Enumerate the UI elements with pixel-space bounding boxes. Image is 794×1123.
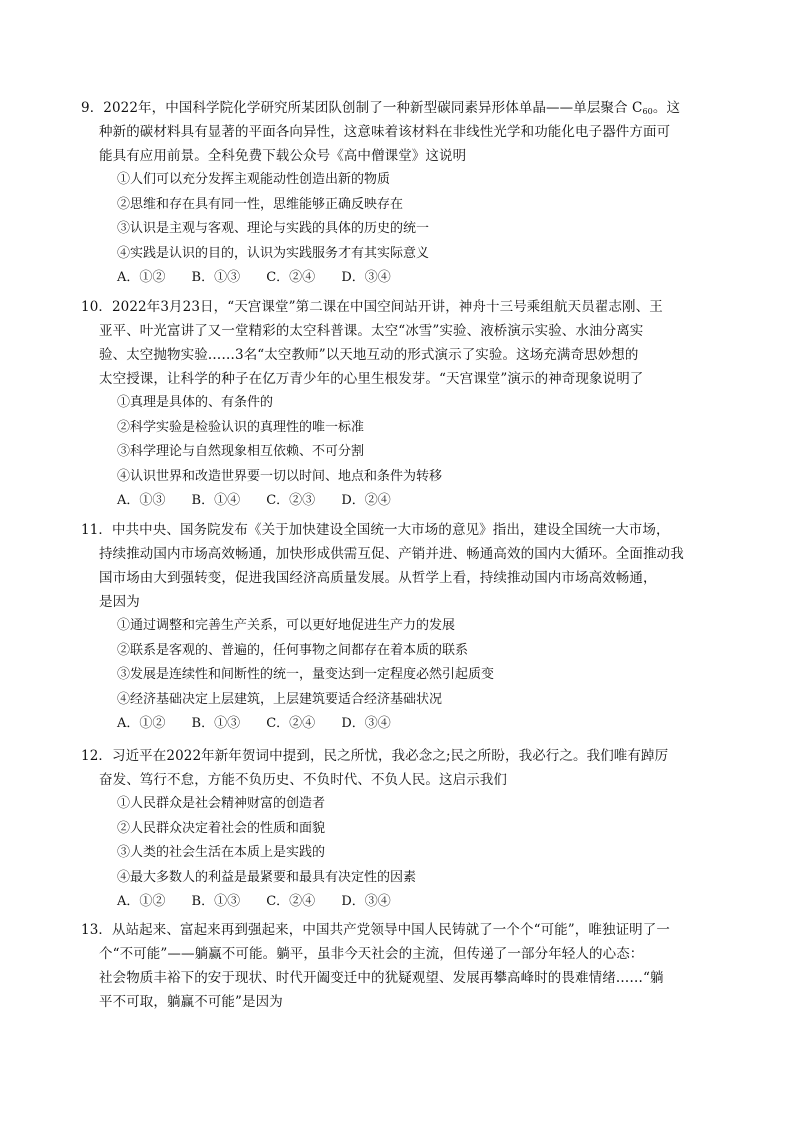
question-9	[82, 96, 722, 291]
statement-option: ③人类的社会生活在本质上是实践的	[117, 845, 326, 860]
question-stem-line: 平不可取，躺赢不可能”是因为	[99, 994, 283, 1010]
choice-a[interactable]: A．①②	[117, 716, 166, 731]
question-stem-line: 能具有应用前景。全科免费下载公众号《高中僧课堂》这说明	[99, 148, 467, 164]
choice-c[interactable]: C．②③	[266, 493, 316, 508]
choice-b[interactable]: B．①③	[191, 894, 241, 909]
statement-option: ①人民群众是社会精神财富的创造者	[117, 796, 326, 811]
question-stem-line: 社会物质丰裕下的安于现状、时代开阖变迁中的犹疑观望、发展再攀高峰时的畏难情绪……“躺	[99, 970, 664, 986]
question-text: 习近平在2022年新年贺词中提到，民之所忧，我必念之;民之所盼，我必行之。我们唯有踔厉	[111, 748, 669, 764]
question-11	[82, 518, 722, 737]
statement-option: ②人民群众决定着社会的性质和面貌	[117, 820, 326, 836]
question-number: 12．	[81, 748, 112, 764]
answer-choices	[82, 266, 722, 291]
choice-c[interactable]: C．②④	[266, 716, 316, 731]
choice-d[interactable]: D．③④	[341, 894, 391, 909]
statement-option: ①真理是具体的、有条件的	[117, 395, 274, 410]
statement-option: ②科学实验是检验认识的真理性的唯一标准	[117, 419, 365, 435]
question-stem-line: 验、太空抛物实验……3名“太空教师”以天地互动的形式演示了实验。这场充满奇思妙想的	[99, 347, 639, 363]
choice-d[interactable]: D．③④	[341, 716, 391, 731]
choice-c[interactable]: C．②④	[266, 270, 316, 285]
statement-option: ③科学理论与自然现象相互依赖、不可分割	[117, 444, 365, 459]
answer-choices	[82, 489, 722, 514]
statement-option: ④认识世界和改造世界要一切以时间、地点和条件为转移	[117, 468, 443, 484]
question-stem-line: 个“不可能”——躺赢不可能。躺平，虽非今天社会的主流，但传递了一部分年轻人的心态：	[99, 946, 644, 962]
question-text: 中共中央、国务院发布《关于加快建设全国统一大市场的意见》指出，建设全国统一大市场，	[111, 522, 670, 538]
question-13	[82, 918, 722, 1014]
question-stem-line	[82, 918, 722, 942]
question-number: 11．	[81, 522, 112, 538]
question-stem-line	[82, 96, 722, 120]
choice-c[interactable]: C．②④	[266, 894, 316, 909]
choice-a[interactable]: A．①③	[117, 493, 166, 508]
question-stem-line: 国市场由大到强转变，促进我国经济高质量发展。从哲学上看，持续推动国内市场高效畅通，	[99, 570, 657, 586]
statement-option: ②联系是客观的、普遍的，任何事物之间都存在着本质的联系	[117, 642, 469, 658]
question-stem-line	[82, 295, 722, 319]
question-stem-line: 是因为	[99, 594, 140, 610]
question-stem-line: 亚平、叶光富讲了又一堂精彩的太空科普课。太空“冰雪”实验、液桥演示实验、水油分离实	[99, 323, 644, 339]
question-text: 2022年，中国科学院化学研究所某团队创制了一种新型碳同素异形体单晶——单层聚合 C	[103, 100, 643, 116]
subscript-60: 60	[642, 107, 653, 116]
question-number: 13．	[81, 922, 112, 938]
statement-option: ④最大多数人的利益是最紧要和最具有决定性的因素	[117, 869, 417, 885]
choice-a[interactable]: A．①②	[117, 270, 166, 285]
choice-d[interactable]: D．③④	[341, 270, 391, 285]
choice-b[interactable]: B．①③	[191, 270, 241, 285]
question-text: 从站起来、富起来再到强起来，中国共产党领导中国人民铸就了一个个“可能”，唯独证明了一	[111, 922, 670, 938]
question-12	[82, 744, 722, 915]
statement-option: ④实践是认识的目的，认识为实践服务才有其实际意义	[117, 245, 430, 261]
question-stem-line: 奋发、笃行不怠，方能不负历史、不负时代、不负人民。这启示我们	[99, 772, 507, 788]
statement-option: ①通过调整和完善生产关系，可以更好地促进生产力的发展	[117, 618, 456, 633]
question-10	[82, 295, 722, 514]
question-text: 。这	[652, 100, 681, 116]
question-number: 10．	[81, 299, 112, 315]
statement-option: ③发展是连续性和间断性的统一，量变达到一定程度必然引起质变	[117, 667, 495, 682]
question-stem-line: 太空授课，让科学的种子在亿万青少年的心里生根发芽。“天宫课堂”演示的神奇现象说明了	[99, 371, 644, 387]
question-number: 9．	[81, 100, 104, 116]
statement-option: ①人们可以充分发挥主观能动性创造出新的物质	[117, 172, 391, 187]
choice-b[interactable]: B．①③	[191, 716, 241, 731]
statement-option: ②思维和存在具有同一性，思维能够正确反映存在	[117, 196, 404, 212]
question-stem-line: 种新的碳材料具有显著的平面各向异性，这意味着该材料在非线性光学和功能化电子器件方面可	[99, 124, 671, 140]
statement-option: ③认识是主观与客观、理论与实践的具体的历史的统一	[117, 221, 430, 236]
choice-a[interactable]: A．①②	[117, 894, 166, 909]
choice-b[interactable]: B．①④	[191, 493, 241, 508]
question-stem-line	[82, 744, 722, 768]
answer-choices	[82, 712, 722, 737]
question-text: 2022年3月23日，“天宫课堂”第二课在中国空间站开讲，神舟十三号乘组航天员翟志刚、王	[111, 299, 663, 315]
question-stem-line	[82, 518, 722, 542]
question-stem-line: 持续推动国内市场高效畅通，加快形成供需互促、产销并进、畅通高效的国内大循环。全面推动我	[99, 546, 684, 562]
statement-option: ④经济基础决定上层建筑，上层建筑要适合经济基础状况	[117, 691, 443, 707]
answer-choices	[82, 890, 722, 915]
choice-d[interactable]: D．②④	[341, 493, 391, 508]
